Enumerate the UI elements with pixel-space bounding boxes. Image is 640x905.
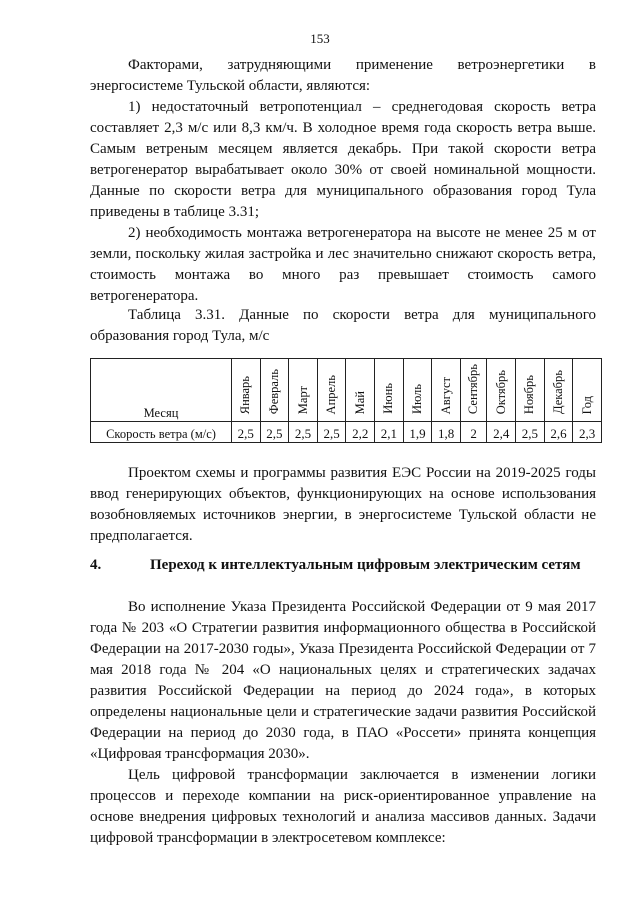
paragraph: Во исполнение Указа Президента Российской Федерации от 9 мая 2017 года № 203 «О Стратегии развития информационного общества в Российской Федерации на 2017-2030 годы», Указа Президента Российской Федерации от 7 мая 2018 года № 204 «О национальных целях и стратегических задачах развития Российской Федерации на период до 2024 года», в которых определены национальные цели и стратегические задачи развития Российской Федерации на период до 2030 года, в ПАО «Россети» принята концепция «Цифровая трансформация 2030». [90,599,596,762]
month-header: Октябрь [493,369,508,414]
table-cell: 2,1 [375,422,404,443]
month-header: Декабрь [550,370,565,414]
table-cell: 1,8 [432,422,461,443]
paragraph: Проектом схемы и программы развития ЕЭС России на 2019-2025 годы ввод генерирующих объектов, функционирующих на основе использования возобновляемых источников энергии, в энергосистеме Тульской области не предполагается. [90,465,596,544]
caption-text: Таблица 3.31. Данные по скорости ветра для муниципального образования город Тула, м/с [90,307,596,344]
paragraph: Факторами, затрудняющими применение ветроэнергетики в энергосистеме Тульской области, являются: [90,57,596,94]
year-header: Год [579,395,594,414]
paragraph: 2) необходимость монтажа ветрогенератора на высоте не менее 25 м от земли, поскольку жилая застройка и лес значительно снижают скорость ветра, стоимость монтажа во много раз превышает стоимость самого ветрогенератора. [90,225,596,304]
wind-speed-table [90,358,602,443]
month-header: Май [352,390,367,414]
table-row [91,422,602,443]
month-header: Ноябрь [522,374,537,414]
month-header: Июль [409,384,424,414]
table-header-row [91,359,602,422]
paragraph: Цель цифровой трансформации заключается в изменении логики процессов и переходе компании на риск-ориентированное управление на основе внедрения цифровых технологий и анализа массивов данных. Задачи цифровой трансформации в электросетевом комплексе: [90,767,596,846]
month-header: Апрель [324,374,339,414]
table-cell: 2,6 [544,422,573,443]
month-header: Сентябрь [466,363,481,414]
paragraph: 1) недостаточный ветропотенциал – среднегодовая скорость ветра составляет 2,3 м/с или 8,3 км/ч. В холодное время года скорость ветра выше. Самым ветреным месяцем является декабрь. При такой скорости ветра ветрогенератор вырабатывает около 30% от своей номинальной мощности. Данные по скорости ветра для муниципального образования город Тула приведены в таблице 3.31; [90,99,596,220]
section-digital-grids [90,597,596,849]
table-cell: 2,5 [232,422,261,443]
table-cell: 2,5 [260,422,289,443]
table-cell: 2,2 [346,422,375,443]
section-wind-factors [90,55,596,307]
table-cell: 2,5 [317,422,346,443]
month-header: Январь [238,375,253,414]
row-label: Скорость ветра (м/с) [91,422,232,443]
table-cell: 2,4 [487,422,516,443]
table-caption [90,305,596,347]
month-header: Февраль [266,368,281,414]
month-header: Июнь [381,383,396,414]
section-wind-conclusion [90,463,596,547]
month-header: Март [295,385,310,414]
header-month-label: Месяц [91,359,232,422]
table-cell: 2,5 [289,422,318,443]
section-heading [90,557,610,574]
table-cell: 2,5 [516,422,545,443]
page-number: 153 [310,31,330,46]
section-number: 4. [90,557,102,573]
section-title: Переход к интеллектуальным цифровым электрическим сетям [150,557,581,573]
month-header: Август [438,376,453,414]
table-cell: 2 [460,422,487,443]
table-cell: 2,3 [573,422,602,443]
table-cell: 1,9 [403,422,432,443]
